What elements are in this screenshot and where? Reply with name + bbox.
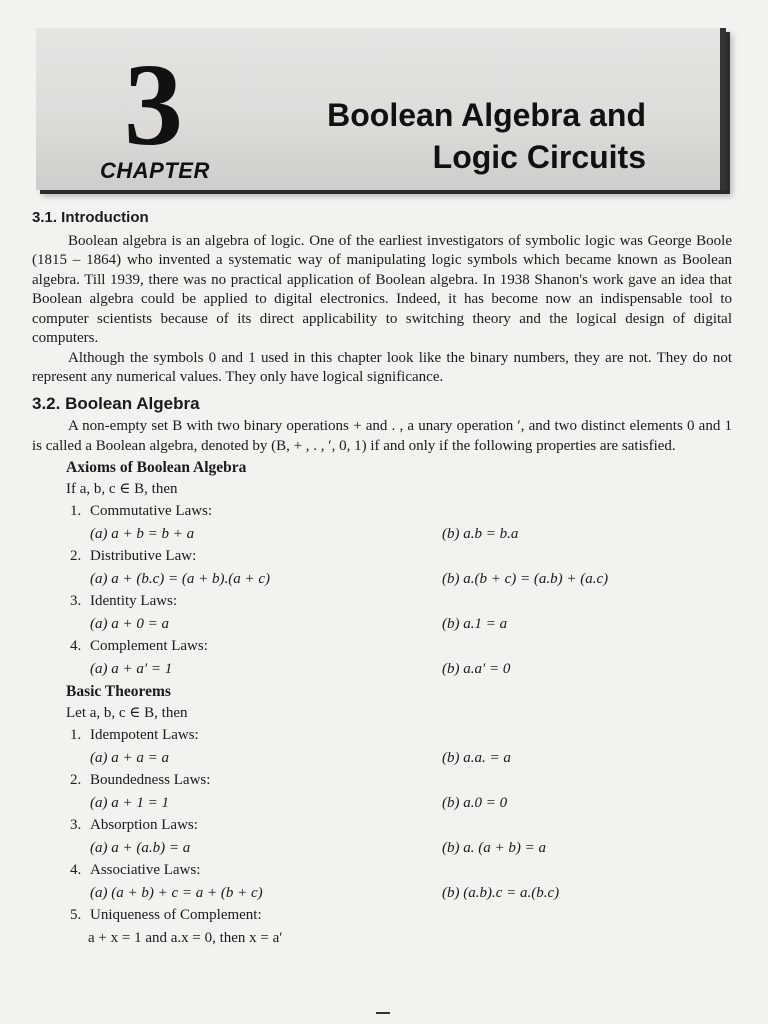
section-heading-introduction: 3.1. Introduction [32,209,149,226]
theorem-item [32,814,732,859]
theorem-name: 3. Absorption Laws: [70,817,198,833]
theorems-list [32,724,732,949]
intro-paragraph-2: Although the symbols 0 and 1 used in this chapter look like the binary numbers, they are not. They do not represent any numerical values. They only have logical significance. [32,349,732,385]
chapter-title [327,94,646,178]
axiom-formulas: (a) a + a′ = 1 (b) a.a′ = 0 [90,660,511,677]
chapter-label: CHAPTER [100,158,210,183]
axiom-item [32,545,732,590]
axiom-name: 1. Commutative Laws: [70,503,213,519]
axiom-item [32,590,732,635]
theorem-name: 5. Uniqueness of Complement: [70,907,262,923]
theorem-name: 4. Associative Laws: [70,862,201,878]
axiom-item [32,500,732,545]
axiom-formulas: (a) a + 0 = a (b) a.1 = a [90,615,508,632]
chapter-title-line-1: Boolean Algebra and [327,97,646,133]
axiom-name: 2. Distributive Law: [70,548,197,564]
theorem-item [32,859,732,904]
chapter-title-line-2: Logic Circuits [432,139,646,175]
axiom-name: 4. Complement Laws: [70,638,208,654]
theorem-name: 1. Idempotent Laws: [70,727,199,743]
boolean-paragraph: A non-empty set B with two binary operations + and . , a unary operation ′, and two distinct elements 0 and 1 is called a Boolean algebra, denoted by (B, + , . , ′, 0, 1) if and only if the following properties are satisfied. [32,418,732,454]
theorems-intro: Let a, b, c ∈ B, then [66,704,188,721]
theorem-item [32,724,732,769]
theorem-name: 2. Boundedness Laws: [70,772,211,788]
theorem-item [32,769,732,814]
axioms-title: Axioms of Boolean Algebra [66,459,247,476]
page-content [32,208,732,949]
section-heading-boolean-algebra: 3.2. Boolean Algebra [32,393,200,413]
axiom-name: 3. Identity Laws: [70,593,178,609]
chapter-banner [36,28,726,190]
uniqueness-statement: a + x = 1 and a.x = 0, then x = a′ [88,929,283,946]
axioms-intro: If a, b, c ∈ B, then [66,480,178,497]
intro-paragraph-1: Boolean algebra is an algebra of logic. One of the earliest investigators of symbolic logic was George Boole (1815 – 1864) who invented a systematic way of manipulating logic symbols which became known as Boolean algebra. Till 1939, there was no practical application of Boolean algebra. In 1938 Shanon's work gave an idea that Boolean algebra could be applied to digital electronics. Indeed, it has become now an indispensable tool to computer scientists because of its direct applicability to switching theory and the logical design of digital computers. [32,232,732,346]
axiom-item [32,635,732,680]
theorem-formulas: (a) a + (a.b) = a (b) a. (a + b) = a [90,839,546,856]
theorem-formulas: (a) a + a = a (b) a.a. = a [90,749,511,766]
theorem-formulas: (a) (a + b) + c = a + (b + c) (b) (a.b).c = a.(b.c) [90,884,560,901]
theorems-title: Basic Theorems [66,683,171,700]
page-footer-mark [376,1012,390,1014]
chapter-number: 3 [124,39,183,170]
axiom-formulas: (a) a + b = b + a (b) a.b = b.a [90,525,519,542]
axioms-list [32,500,732,680]
theorem-formulas: (a) a + 1 = 1 (b) a.0 = 0 [90,794,508,811]
theorem-item [32,904,732,949]
axiom-formulas: (a) a + (b.c) = (a + b).(a + c) (b) a.(b + c) = (a.b) + (a.c) [90,570,609,587]
